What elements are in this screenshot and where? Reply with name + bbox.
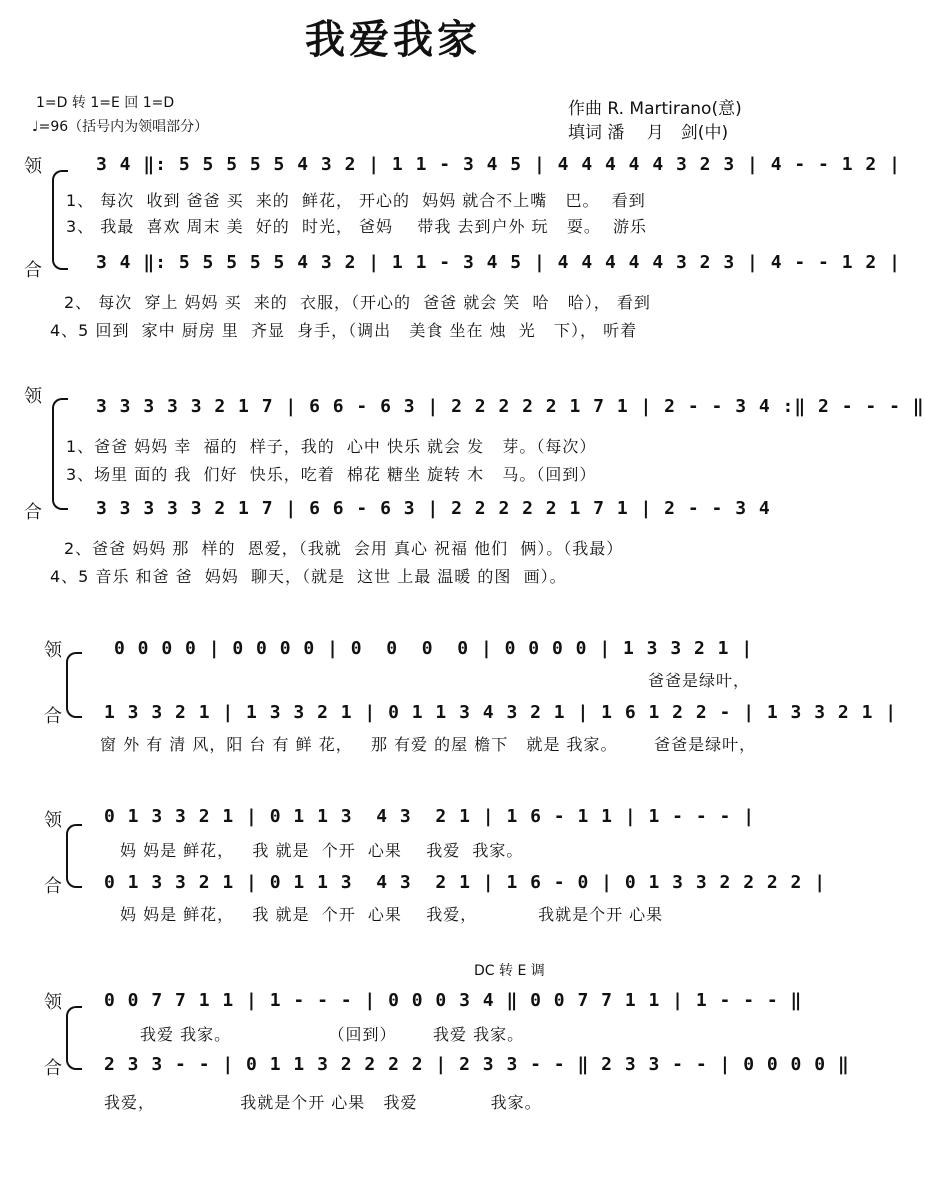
- lyric-line: 我爱 我家。 （回到） 我爱 我家。: [140, 1025, 525, 1044]
- dc-marking: DC 转 E 调: [474, 963, 545, 979]
- lyric-line: 妈 妈是 鲜花， 我 就是 个开 心果 我爱， 我就是个开 心果: [120, 905, 664, 924]
- chorus-notes: 3 3 3 3 3 2 1 7 | 6 6 - 6 3 | 2 2 2 2 2 1 7 1 | 2 - - 3 4: [96, 498, 771, 519]
- lead-label: 领: [24, 156, 42, 177]
- lyric-line: 1、 每次 收到 爸爸 买 来的 鲜花， 开心的 妈妈 就合不上嘴 巴。 看到: [66, 191, 646, 210]
- chorus-label: 合: [44, 876, 62, 897]
- lead-notes: 3 4 ‖: 5 5 5 5 5 4 3 2 | 1 1 - 3 4 5 | 4 4 4 4 4 3 2 3 | 4 - - 1 2 |: [96, 154, 901, 175]
- lead-label: 领: [44, 992, 62, 1013]
- lead-notes: 0 1 3 3 2 1 | 0 1 1 3 4 3 2 1 | 1 6 - 1 1 | 1 - - - |: [104, 806, 756, 827]
- chorus-notes: 2 3 3 - - | 0 1 1 3 2 2 2 2 | 2 3 3 - - ‖ 2 3 3 - - | 0 0 0 0 ‖: [104, 1054, 850, 1075]
- chorus-notes: 0 1 3 3 2 1 | 0 1 1 3 4 3 2 1 | 1 6 - 0 | 0 1 3 3 2 2 2 2 |: [104, 872, 827, 893]
- lead-label: 领: [24, 386, 42, 407]
- system-brace: [66, 1006, 82, 1070]
- chorus-label: 合: [24, 260, 42, 281]
- lyric-line: 4、5 回到 家中 厨房 里 齐显 身手，（调出 美食 坐在 烛 光 下）， 听着: [50, 321, 638, 340]
- chorus-label: 合: [44, 1058, 62, 1079]
- chorus-label: 合: [24, 502, 42, 523]
- lyric-line: 4、5 音乐 和爸 爸 妈妈 聊天，（就是 这世 上最 温暖 的图 画）。: [50, 567, 567, 586]
- system-brace: [66, 824, 82, 888]
- lead-notes: 0 0 0 0 | 0 0 0 0 | 0 0 0 0 | 0 0 0 0 | 1 3 3 2 1 |: [114, 638, 754, 659]
- lyric-line: 我爱， 我就是个开 心果 我爱 我家。: [104, 1093, 542, 1112]
- lead-label: 领: [44, 640, 62, 661]
- lyricist-credit: 填词 潘 月 剑(中): [568, 123, 729, 143]
- lyric-line: 3、 我最 喜欢 周末 美 好的 时光， 爸妈 带我 去到户外 玩 耍。 游乐: [66, 217, 647, 236]
- lyric-line: 爸爸是绿叶，: [648, 671, 751, 690]
- composer-credit: 作曲 R. Martirano(意): [568, 99, 742, 119]
- lead-notes: 0 0 7 7 1 1 | 1 - - - | 0 0 0 3 4 ‖ 0 0 7 7 1 1 | 1 - - - ‖: [104, 990, 803, 1011]
- chorus-notes: 1 3 3 2 1 | 1 3 3 2 1 | 0 1 1 3 4 3 2 1 | 1 6 1 2 2 - | 1 3 3 2 1 |: [104, 702, 898, 723]
- song-title: 我爱我家: [305, 17, 481, 63]
- lyric-line: 窗 外 有 清 风，阳 台 有 鲜 花， 那 有爱 的屋 檐下 就是 我家。 爸爸是绿叶，: [100, 735, 757, 754]
- tempo-marking: ♩=96（括号内为领唱部分）: [32, 119, 209, 135]
- lyric-line: 1、爸爸 妈妈 幸 福的 样子，我的 心中 快乐 就会 发 芽。（每次）: [66, 437, 597, 456]
- chorus-notes: 3 4 ‖: 5 5 5 5 5 4 3 2 | 1 1 - 3 4 5 | 4 4 4 4 4 3 2 3 | 4 - - 1 2 |: [96, 252, 901, 273]
- lead-label: 领: [44, 810, 62, 831]
- system-brace: [66, 652, 82, 718]
- lyric-line: 2、爸爸 妈妈 那 样的 恩爱，（我就 会用 真心 祝福 他们 俩）。（我最）: [64, 539, 624, 558]
- chorus-label: 合: [44, 706, 62, 727]
- key-signature: 1=D 转 1=E 回 1=D: [36, 95, 175, 111]
- lead-notes: 3 3 3 3 3 2 1 7 | 6 6 - 6 3 | 2 2 2 2 2 1 7 1 | 2 - - 3 4 :‖ 2 - - - ‖: [96, 396, 925, 417]
- lyric-line: 2、 每次 穿上 妈妈 买 来的 衣服，（开心的 爸爸 就会 笑 哈 哈）， 看到: [64, 293, 651, 312]
- lyric-line: 3、场里 面的 我 们好 快乐，吃着 棉花 糖坐 旋转 木 马。（回到）: [66, 465, 597, 484]
- lyric-line: 妈 妈是 鲜花， 我 就是 个开 心果 我爱 我家。: [120, 841, 524, 860]
